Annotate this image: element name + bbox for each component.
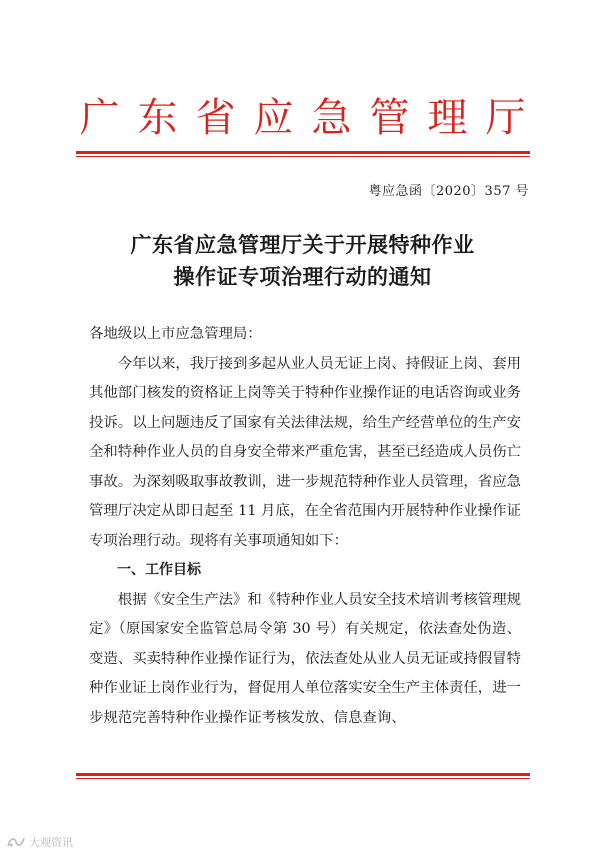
section-1-heading: 一、工作目标 <box>117 562 201 578</box>
footer-rule-thin <box>76 778 530 779</box>
watermark-text: 大观资讯 <box>29 836 73 849</box>
document-title-line-1: 广东省应急管理厅关于开展特种作业 <box>130 232 475 257</box>
salutation: 各地级以上市应急管理局： <box>89 326 262 342</box>
document-body <box>89 320 521 733</box>
letterhead-rule-thin <box>76 156 530 157</box>
document-number: 粤应急函〔2020〕357 号 <box>368 184 529 199</box>
letterhead-org-name: 广东省应急管理厅 <box>79 95 544 141</box>
document-title-line-2: 操作证专项治理行动的通知 <box>173 264 432 289</box>
letterhead-rule-thick <box>76 151 530 154</box>
watermark <box>6 834 73 850</box>
footer-rule-thick <box>76 773 530 776</box>
section-1-text: 根据《安全生产法》和《特种作业人员安全技术培训考核管理规定》（原国家安全监管总局令第 30 号）有关规定，依法查处伪造、变造、买卖特种作业操作证行为，依法查处从业人员无证或持假冒特种作业证上岗作业行为，督促用人单位落实安全生产主体责任，进一步规范完善特种作业操作证考核发放、信息查询、 <box>89 591 521 726</box>
paragraph-1: 今年以来，我厅接到多起从业人员无证上岗、持假证上岗、套用其他部门核发的资格证上岗等关于特种作业操作证的电话咨询或业务投诉。以上问题违反了国家有关法律法规，给生产经营单位的生产安全和特种作业人员的自身安全带来严重危害，甚至已经造成人员伤亡事故。为深刻吸取事故教训，进一步规范特种作业人员管理，省应急管理厅决定从即日起至 11 月底，在全省范围内开展特种作业操作证专项治理行动。现将有关事项通知如下： <box>89 355 521 549</box>
stamp-logo-icon <box>6 835 26 849</box>
